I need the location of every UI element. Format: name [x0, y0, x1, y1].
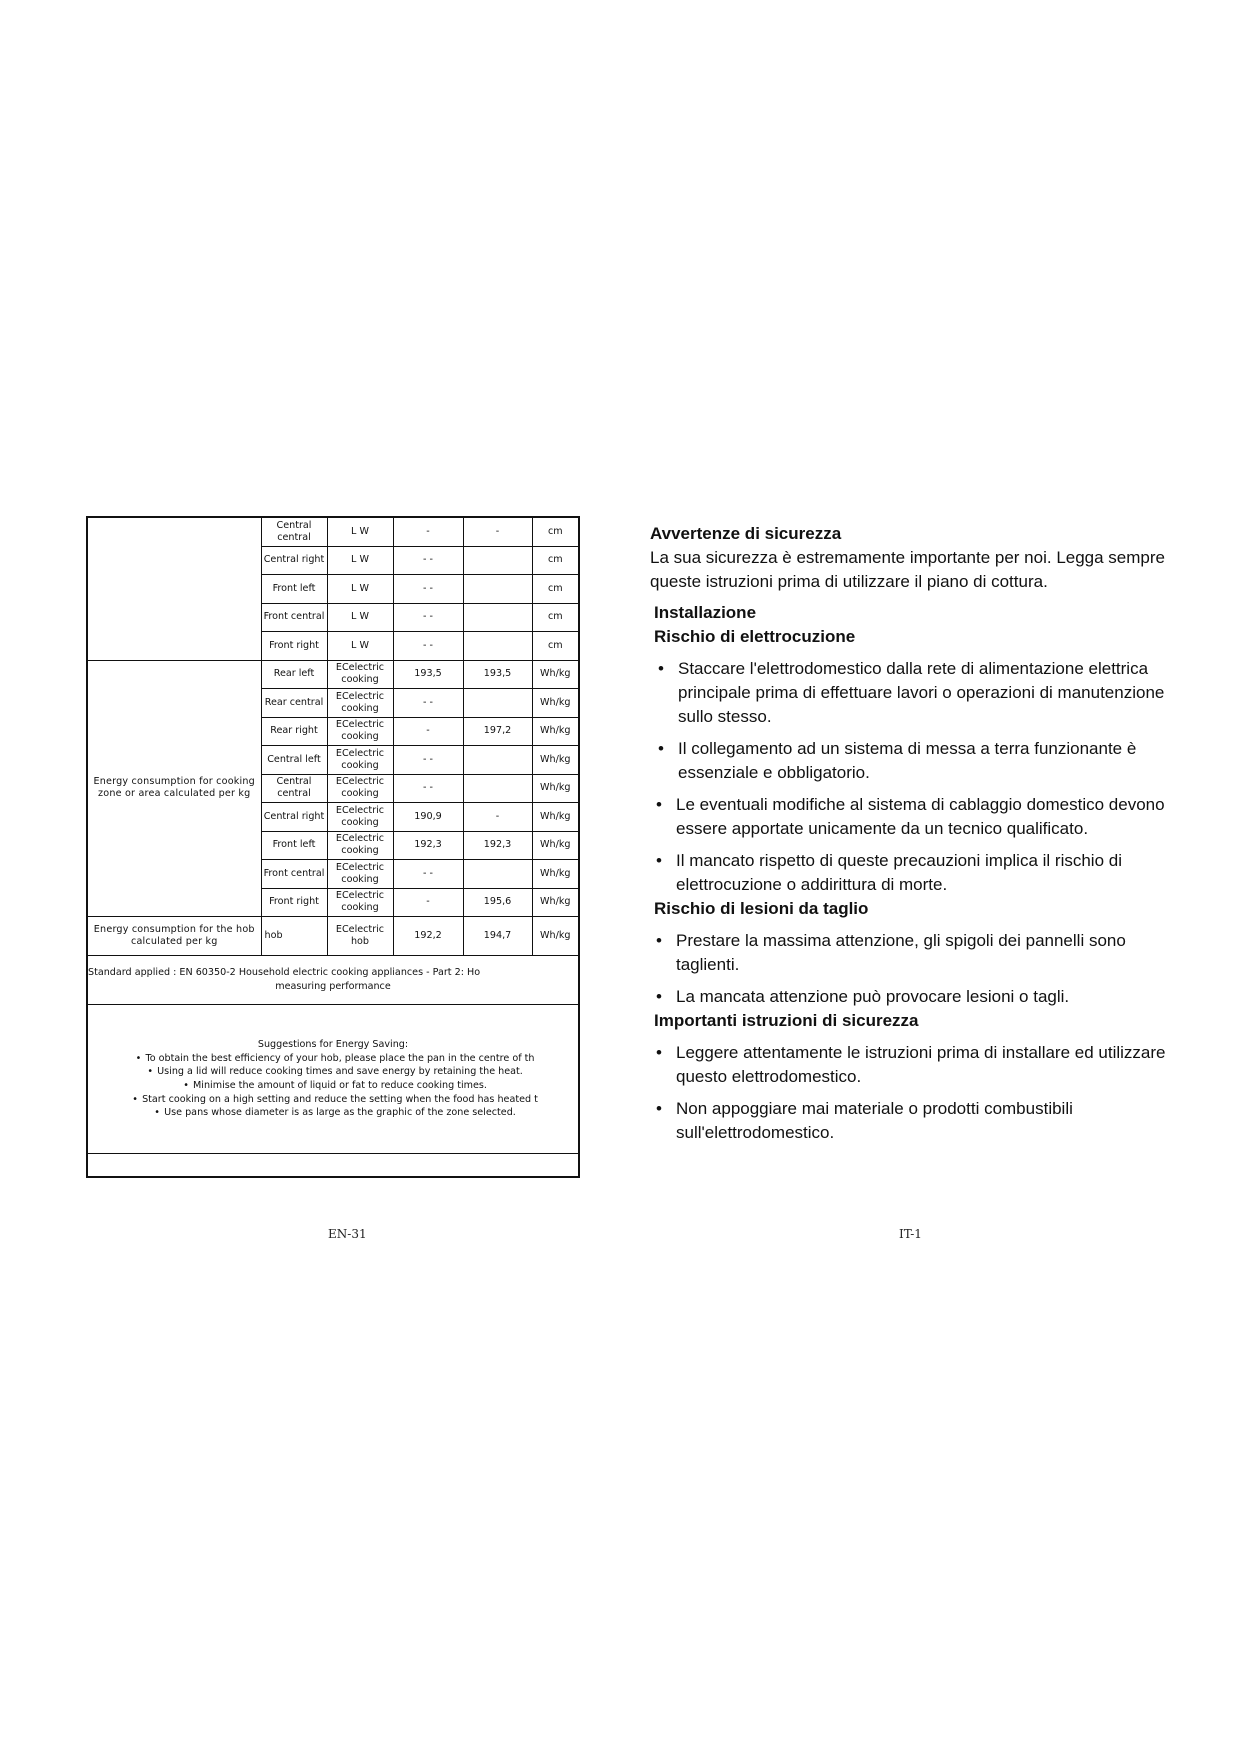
- value-cell: [463, 746, 532, 775]
- symbol-cell: ECelectric cooking: [327, 746, 393, 775]
- bullet-icon: •: [658, 659, 664, 678]
- value-cell: [463, 774, 532, 803]
- list-item-text: Il mancato rispetto di queste precauzioni implica il rischio di elettrocuzione o addirittura di morte.: [676, 851, 1122, 894]
- zone-cell: Rear left: [261, 660, 327, 689]
- list-item: [656, 1097, 1170, 1145]
- symbol-cell: ECelectric cooking: [327, 689, 393, 718]
- zone-cell: Rear right: [261, 717, 327, 746]
- symbol-cell: L W: [327, 632, 393, 661]
- standard-line-2: measuring performance: [275, 981, 391, 992]
- suggestion-text: Use pans whose diameter is as large as the graphic of the zone selected.: [164, 1107, 516, 1119]
- value-cell: 192,2: [393, 917, 463, 956]
- list-item: [658, 657, 1170, 729]
- list-item-text: Le eventuali modifiche al sistema di cablaggio domestico devono essere apportate unicamente da un tecnico qualificato.: [676, 795, 1165, 838]
- suggestion-text: Minimise the amount of liquid or fat to reduce cooking times.: [193, 1080, 487, 1091]
- bullet-icon: •: [656, 987, 662, 1006]
- value-cell: - -: [393, 632, 463, 661]
- energy-spec-table: [88, 518, 578, 1154]
- unit-cell: cm: [532, 632, 578, 661]
- bullet-icon: •: [656, 795, 662, 814]
- list-item: [656, 849, 1170, 897]
- unit-cell: Wh/kg: [532, 831, 578, 860]
- value-cell: 192,3: [393, 831, 463, 860]
- symbol-cell: L W: [327, 575, 393, 604]
- list-item-text: Il collegamento ad un sistema di messa a terra funzionante è essenziale e obbligatorio.: [678, 739, 1137, 782]
- unit-cell: Wh/kg: [532, 860, 578, 889]
- unit-cell: Wh/kg: [532, 888, 578, 917]
- zone-cell: Central central: [261, 774, 327, 803]
- bullet-icon: •: [132, 1093, 138, 1105]
- zone-cell: Central right: [261, 546, 327, 575]
- list-item: [656, 1041, 1170, 1089]
- list-item: [88, 1052, 578, 1066]
- heading-electrocution-risk: Rischio di elettrocuzione: [654, 627, 856, 646]
- page-number-right: IT-1: [899, 1227, 922, 1241]
- bullet-icon: •: [135, 1052, 142, 1064]
- unit-cell: Wh/kg: [532, 660, 578, 689]
- important-safety-list: [650, 1041, 1170, 1145]
- value-cell: 190,9: [393, 803, 463, 832]
- heading-safety-warnings: Avvertenze di sicurezza: [650, 524, 842, 543]
- list-item-text: Staccare l'elettrodomestico dalla rete di alimentazione elettrica principale prima di effettuare lavori o operazioni di manutenzione sullo stesso.: [678, 659, 1165, 726]
- list-item: [88, 1106, 578, 1120]
- heading-cut-risk: Rischio di lesioni da taglio: [654, 899, 869, 918]
- list-item-text: Prestare la massima attenzione, gli spigoli dei pannelli sono taglienti.: [676, 931, 1126, 974]
- value-cell: - -: [393, 689, 463, 718]
- value-cell: - -: [393, 860, 463, 889]
- italian-safety-page: [650, 522, 1170, 1153]
- unit-cell: cm: [532, 575, 578, 604]
- table-row: [88, 956, 578, 1005]
- table-row: [88, 660, 578, 689]
- list-item-text: Leggere attentamente le istruzioni prima di installare ed utilizzare questo elettrodomestico.: [676, 1043, 1166, 1086]
- bullet-icon: •: [656, 931, 662, 950]
- standard-line-1: Standard applied : EN 60350-2 Household electric cooking appliances - Part 2: Ho: [88, 967, 481, 978]
- value-cell: [463, 575, 532, 604]
- list-item: [88, 1093, 578, 1107]
- electrocution-list: [650, 657, 1170, 897]
- value-cell: -: [463, 518, 532, 546]
- intro-paragraph: La sua sicurezza è estremamente importante per noi. Legga sempre queste istruzioni prima di utilizzare il piano di cottura.: [650, 548, 1165, 591]
- empty-label-cell: [88, 518, 261, 660]
- symbol-cell: ECelectric cooking: [327, 831, 393, 860]
- unit-cell: cm: [532, 603, 578, 632]
- symbol-cell: L W: [327, 518, 393, 546]
- zone-cell: hob: [261, 917, 327, 956]
- symbol-cell: ECelectric hob: [327, 917, 393, 956]
- list-item-text: Non appoggiare mai materiale o prodotti combustibili sull'elettrodomestico.: [676, 1099, 1073, 1142]
- symbol-cell: ECelectric cooking: [327, 888, 393, 917]
- section-cut-risk: [654, 897, 1170, 921]
- value-cell: - -: [393, 575, 463, 604]
- section-important-safety: [654, 1009, 1170, 1033]
- value-cell: [463, 689, 532, 718]
- value-cell: -: [393, 888, 463, 917]
- page-number-left: EN-31: [328, 1227, 367, 1241]
- value-cell: [463, 860, 532, 889]
- suggestion-text: To obtain the best efficiency of your hob, please place the pan in the centre of th: [145, 1052, 535, 1064]
- table-row: [88, 1005, 578, 1154]
- bullet-icon: •: [147, 1066, 153, 1078]
- bullet-icon: •: [656, 1099, 662, 1118]
- zone-cell: Front central: [261, 603, 327, 632]
- bullet-icon: •: [656, 851, 662, 870]
- unit-cell: Wh/kg: [532, 774, 578, 803]
- symbol-cell: L W: [327, 546, 393, 575]
- suggestion-text: Start cooking on a high setting and reduce the setting when the food has heated t: [142, 1093, 538, 1105]
- zone-cell: Front central: [261, 860, 327, 889]
- cut-risk-list: [650, 929, 1170, 1009]
- value-cell: -: [463, 803, 532, 832]
- value-cell: 192,3: [463, 831, 532, 860]
- value-cell: 194,7: [463, 917, 532, 956]
- bullet-icon: •: [658, 739, 664, 758]
- symbol-cell: ECelectric cooking: [327, 660, 393, 689]
- value-cell: -: [393, 717, 463, 746]
- section-installation: [654, 601, 1170, 649]
- heading-important-safety: Importanti istruzioni di sicurezza: [654, 1011, 919, 1030]
- list-item: [656, 793, 1170, 841]
- zone-cell: Front right: [261, 632, 327, 661]
- zone-cell: Front left: [261, 831, 327, 860]
- standard-applied-cell: [88, 956, 578, 1005]
- energy-saving-suggestions: [88, 1005, 578, 1154]
- symbol-cell: ECelectric cooking: [327, 860, 393, 889]
- list-item: [656, 985, 1170, 1009]
- list-item: [656, 929, 1170, 977]
- symbol-cell: ECelectric cooking: [327, 717, 393, 746]
- suggestions-list: [88, 1052, 578, 1120]
- hob-energy-label: Energy consumption for the hob calculated per kg: [88, 917, 261, 956]
- unit-cell: cm: [532, 546, 578, 575]
- zone-cell: Front left: [261, 575, 327, 604]
- suggestions-title: Suggestions for Energy Saving:: [257, 1039, 409, 1051]
- value-cell: - -: [393, 603, 463, 632]
- unit-cell: cm: [532, 518, 578, 546]
- value-cell: - -: [393, 774, 463, 803]
- list-item: [88, 1065, 578, 1079]
- value-cell: - -: [393, 746, 463, 775]
- bullet-icon: •: [656, 1043, 662, 1062]
- list-item-text: La mancata attenzione può provocare lesioni o tagli.: [676, 987, 1070, 1006]
- bullet-icon: •: [154, 1107, 160, 1119]
- table-row: [88, 917, 578, 956]
- zone-cell: Central left: [261, 746, 327, 775]
- unit-cell: Wh/kg: [532, 803, 578, 832]
- value-cell: [463, 632, 532, 661]
- unit-cell: Wh/kg: [532, 717, 578, 746]
- suggestion-text: Using a lid will reduce cooking times and save energy by retaining the heat.: [157, 1066, 523, 1078]
- symbol-cell: ECelectric cooking: [327, 803, 393, 832]
- bullet-icon: •: [183, 1080, 189, 1091]
- value-cell: 195,6: [463, 888, 532, 917]
- zone-cell: Front right: [261, 888, 327, 917]
- zone-cell: Rear central: [261, 689, 327, 718]
- value-cell: 193,5: [463, 660, 532, 689]
- value-cell: [463, 546, 532, 575]
- value-cell: 197,2: [463, 717, 532, 746]
- energy-zone-label: Energy consumption for cooking zone or area calculated per kg: [88, 660, 261, 917]
- symbol-cell: L W: [327, 603, 393, 632]
- value-cell: 193,5: [393, 660, 463, 689]
- list-item: [658, 737, 1170, 785]
- value-cell: [463, 603, 532, 632]
- heading-installation: Installazione: [654, 603, 757, 622]
- symbol-cell: ECelectric cooking: [327, 774, 393, 803]
- zone-cell: Central central: [261, 518, 327, 546]
- energy-spec-table-frame: [86, 516, 580, 1178]
- unit-cell: Wh/kg: [532, 917, 578, 956]
- table-row: [88, 518, 578, 546]
- value-cell: -: [393, 518, 463, 546]
- unit-cell: Wh/kg: [532, 746, 578, 775]
- value-cell: - -: [393, 546, 463, 575]
- list-item: [88, 1079, 578, 1093]
- unit-cell: Wh/kg: [532, 689, 578, 718]
- zone-cell: Central right: [261, 803, 327, 832]
